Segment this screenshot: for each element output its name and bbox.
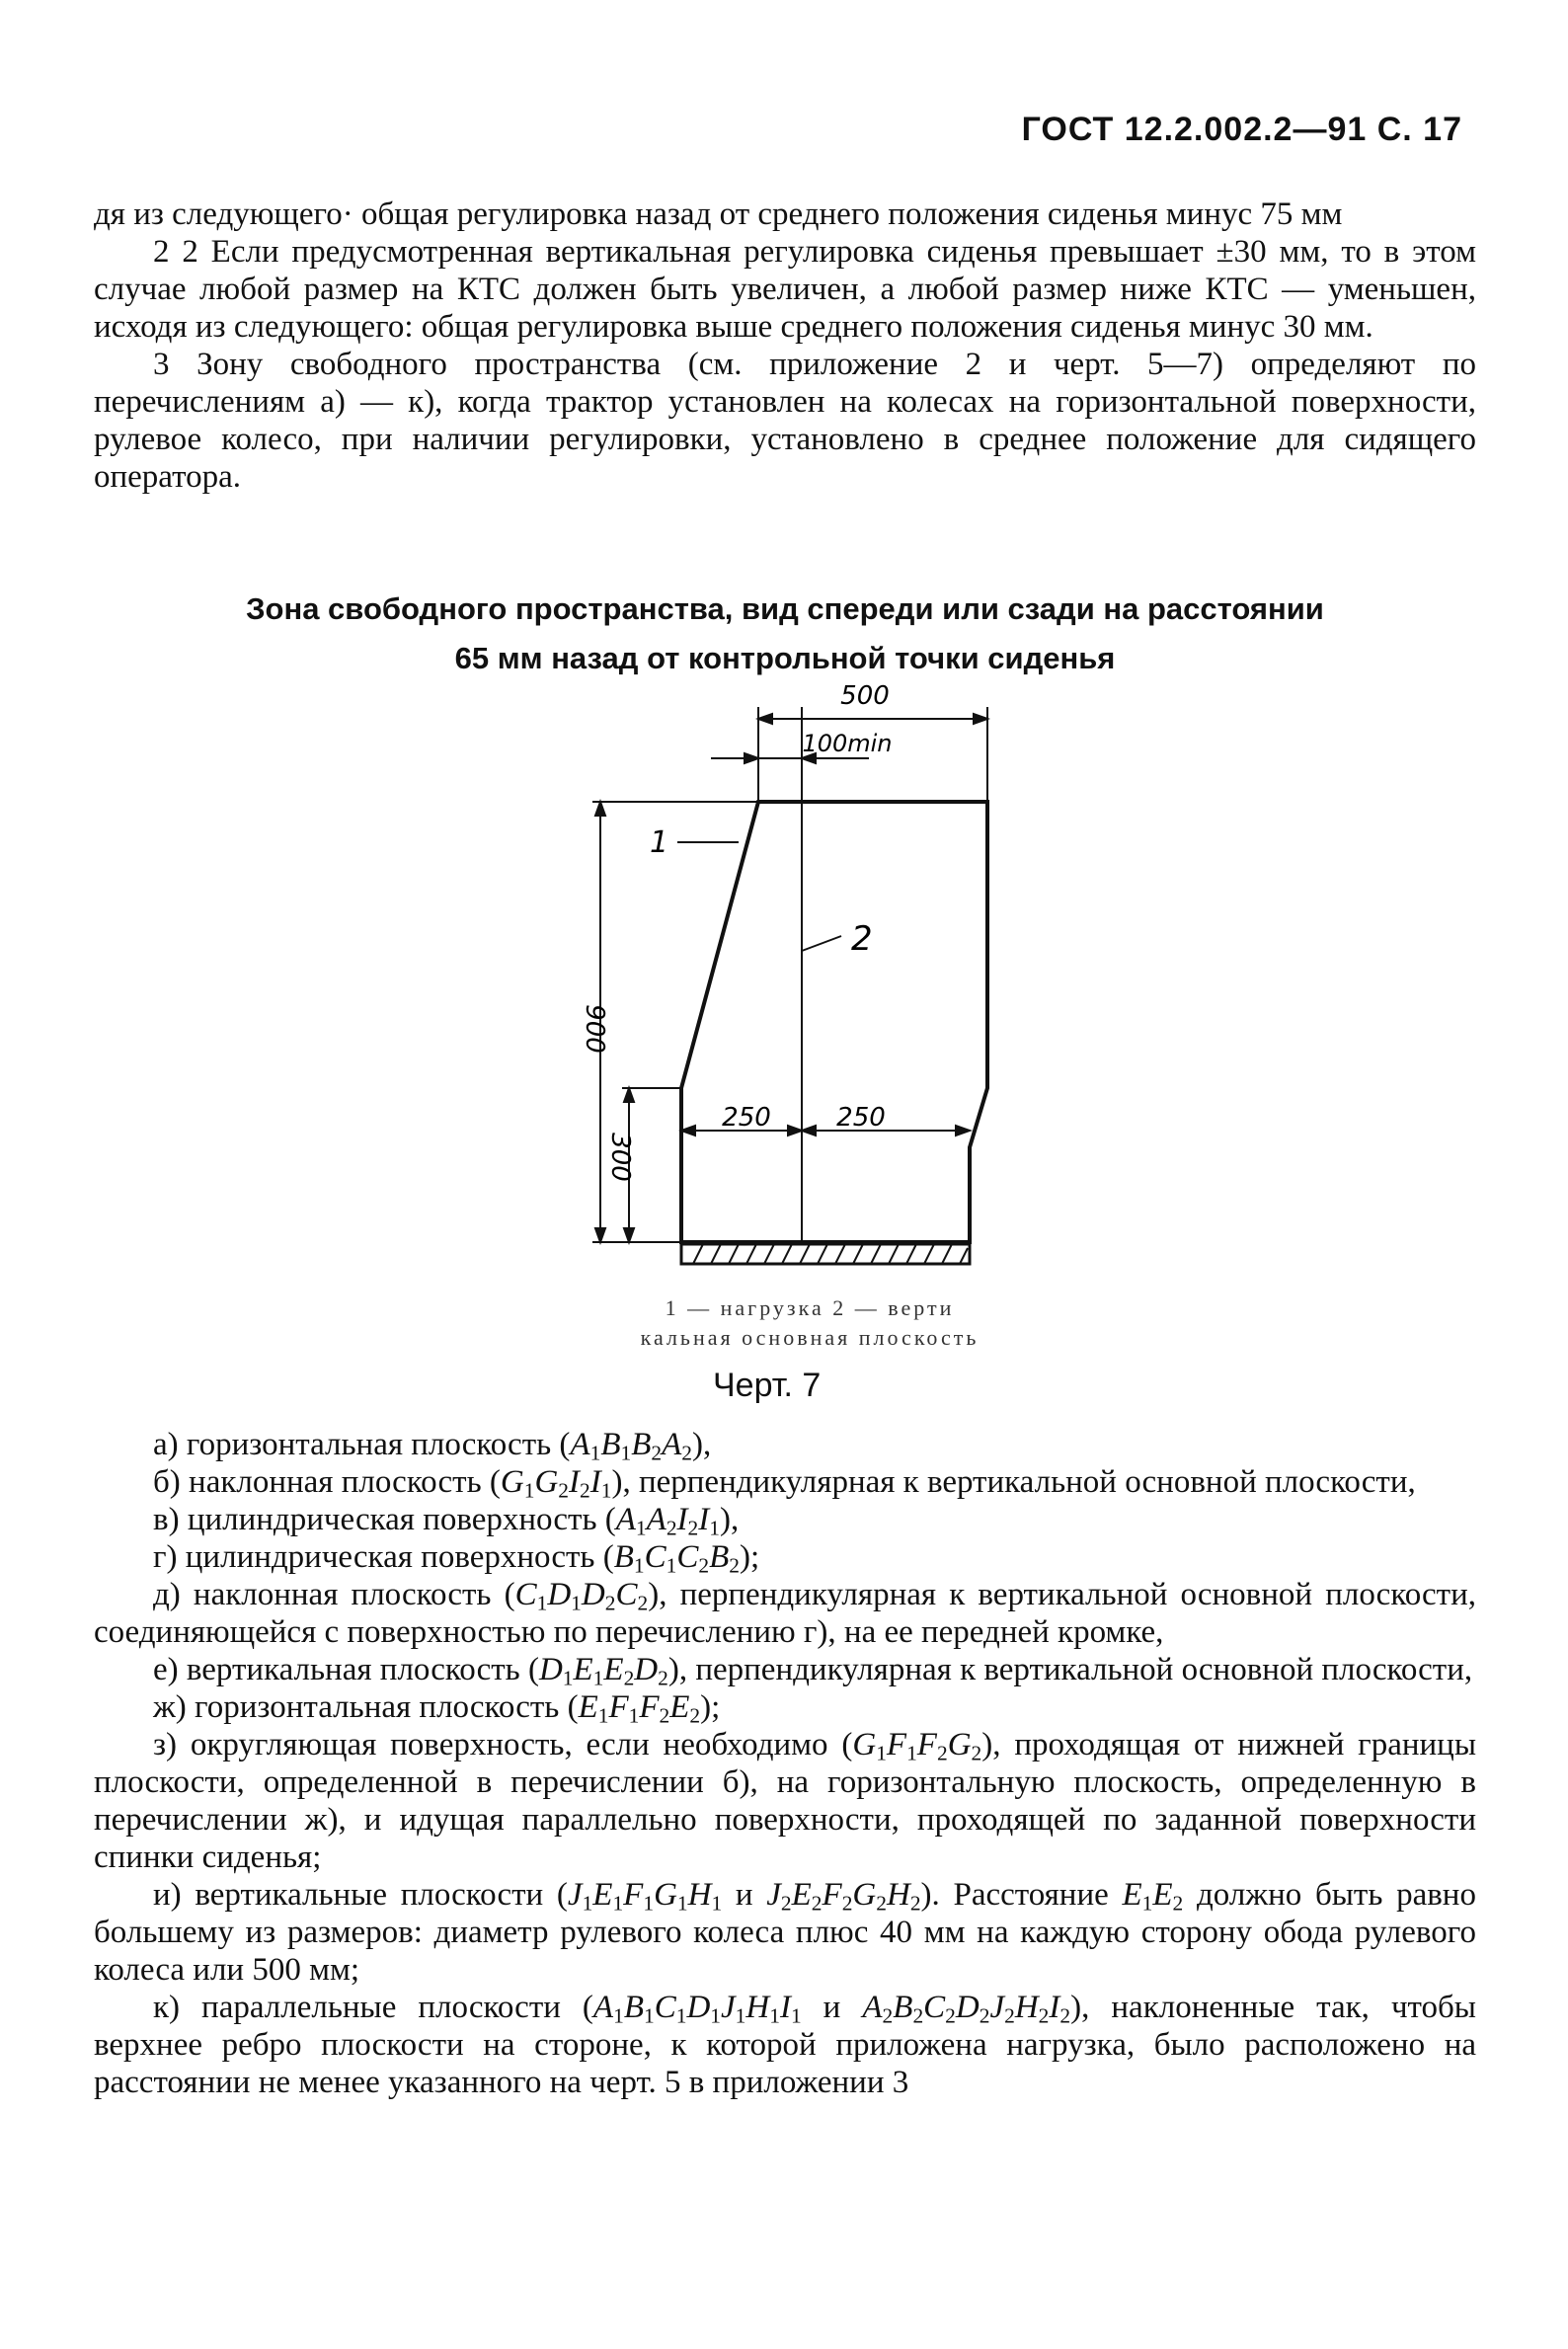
plane-symbol: $(D_1E_1E_2D_2)$ <box>527 1652 679 1690</box>
list-item <box>94 1989 1476 2101</box>
list-item-text: , перпендикулярная к вертикальной основной плоскости, <box>678 1652 1473 1687</box>
list-item <box>94 1538 1476 1576</box>
plane-symbol: $(B_1C_1C_2B_2)$ <box>602 1539 750 1578</box>
list-item-text: , наклоненные так, чтобы верхнее ребро плоскости на стороне, к которой приложена нагрузка, было расположено на расстоянии не менее указанного на черт. 5 в приложении 3 <box>94 1990 1476 2100</box>
intro-paragraph: 2 2 Если предусмотренная вертикальная регулировка сиденья превышает ±30 мм, то в этом случае любой размер на КТС должен быть увеличен, а любой размер ниже КТС — уменьшен, исходя из следующего: общая регулировка выше среднего положения сиденья минус 30 мм. <box>94 234 1476 345</box>
list-item <box>94 1651 1476 1688</box>
list-item-text: , проходящая от нижней границы плоскости, определенной в перечислении б), на горизонтальную плоскость, определенную в перечислении ж), и идущая параллельно поверхности, проходящей по заданной поверхности спинки сиденья; <box>94 1727 1476 1875</box>
plane-symbol: ($A_1B_1C_1D_1J_1H_1I_1$ и $A_2B_2C_2D_2J_2H_2I_2$) <box>582 1990 1082 2028</box>
ground-hatch <box>681 1244 970 1264</box>
page-header: ГОСТ 12.2.002.2—91 С. 17 <box>1021 111 1462 148</box>
label-2: 2 <box>851 919 873 959</box>
list-item <box>94 1463 1476 1501</box>
figure-drawing <box>553 681 1066 1274</box>
intro-paragraph: 3 Зону свободного пространства (см. приложение 2 и черт. 5—7) определяют по перечислениям а) — к), когда трактор установлен на колесах на горизонтальной поверхности, рулевое колесо, при наличии регулировки, установлено в среднее положение для сидящего оператора. <box>94 347 1476 495</box>
list-item-text: з) округляющая поверхность, если необходимо <box>153 1727 842 1762</box>
dim-100-label: 100min <box>802 730 893 757</box>
figure-caption: Черт. 7 <box>713 1367 822 1404</box>
list-item-text: ; <box>749 1539 760 1575</box>
enumeration-list <box>94 1426 1476 2101</box>
list-item-text: б) наклонная плоскость <box>153 1464 490 1500</box>
label-1: 1 <box>650 825 669 860</box>
zone-contour <box>681 802 987 1242</box>
legend-line: 1 — нагрузка 2 — верти <box>665 1295 955 1320</box>
list-item <box>94 1688 1476 1726</box>
list-item <box>94 1876 1476 1989</box>
dim-250-left-label: 250 <box>722 1103 771 1133</box>
list-item <box>94 1726 1476 1876</box>
list-item-text: , перпендикулярная к вертикальной основной плоскости, соединяющейся с поверхностью по перечислению г), на ее передней кромке, <box>94 1577 1476 1650</box>
list-item-text: и) вертикальные плоскости <box>153 1877 557 1913</box>
legend-line: кальная основная плоскость <box>640 1325 980 1350</box>
plane-symbol: ($J_1E_1F_1G_1H_1$ и $J_2E_2F_2G_2H_2$) <box>556 1877 932 1916</box>
list-item-text: , перпендикулярная к вертикальной основной плоскости, <box>622 1464 1416 1500</box>
list-item-text: в) цилиндрическая поверхность <box>153 1502 605 1537</box>
plane-symbol: $(A_1A_2I_2I_1)$ <box>604 1502 731 1540</box>
list-item-text: , <box>730 1502 740 1537</box>
figure-title-line: 65 мм назад от контрольной точки сиденья <box>454 641 1116 675</box>
figure-legend <box>588 1293 1032 1353</box>
list-item-text: е) вертикальная плоскость <box>153 1652 528 1687</box>
list-item-text: д) наклонная плоскость <box>153 1577 505 1612</box>
dim-250-right-label: 250 <box>836 1103 886 1133</box>
zone-outline <box>681 802 987 1242</box>
list-item <box>94 1426 1476 1463</box>
dim-300-label: 300 <box>605 1133 635 1182</box>
list-item-text: , <box>702 1427 712 1462</box>
figure-title-line: Зона свободного пространства, вид спереди или сзади на расстоянии <box>246 591 1324 626</box>
figure-title <box>94 585 1476 683</box>
list-item <box>94 1576 1476 1651</box>
dim-500-label: 500 <box>840 681 890 711</box>
list-item-text: ж) горизонтальная плоскость <box>153 1689 568 1725</box>
list-item-text: к) параллельные плоскости <box>153 1990 583 2025</box>
dim-900-label: 900 <box>580 1004 609 1054</box>
leader-2 <box>802 936 841 951</box>
plane-symbol: $(A_1B_1B_2A_2)$ <box>559 1427 703 1465</box>
list-item-text: г) цилиндрическая поверхность <box>153 1539 603 1575</box>
intro-text <box>94 196 1476 496</box>
list-item-text: ; <box>711 1689 721 1725</box>
plane-symbol: $(G_1F_1F_2G_2)$ <box>841 1727 993 1765</box>
intro-paragraph: дя из следующего· общая регулировка назад от среднего положения сиденья минус 75 мм <box>94 196 1343 232</box>
plane-symbol: $(C_1D_1D_2C_2)$ <box>504 1577 660 1615</box>
plane-symbol: $(E_1F_1F_2E_2)$ <box>567 1689 712 1728</box>
list-item-text: . Расстояние $E_1E_2$ должно быть равно большему из размеров: диаметр рулевого колеса плюс 40 мм на каждую сторону обода рулевого колеса или 500 мм; <box>94 1877 1476 1988</box>
plane-symbol: $(G_1G_2I_2I_1)$ <box>489 1464 623 1503</box>
list-item-text: а) горизонтальная плоскость <box>153 1427 560 1462</box>
list-item <box>94 1501 1476 1538</box>
